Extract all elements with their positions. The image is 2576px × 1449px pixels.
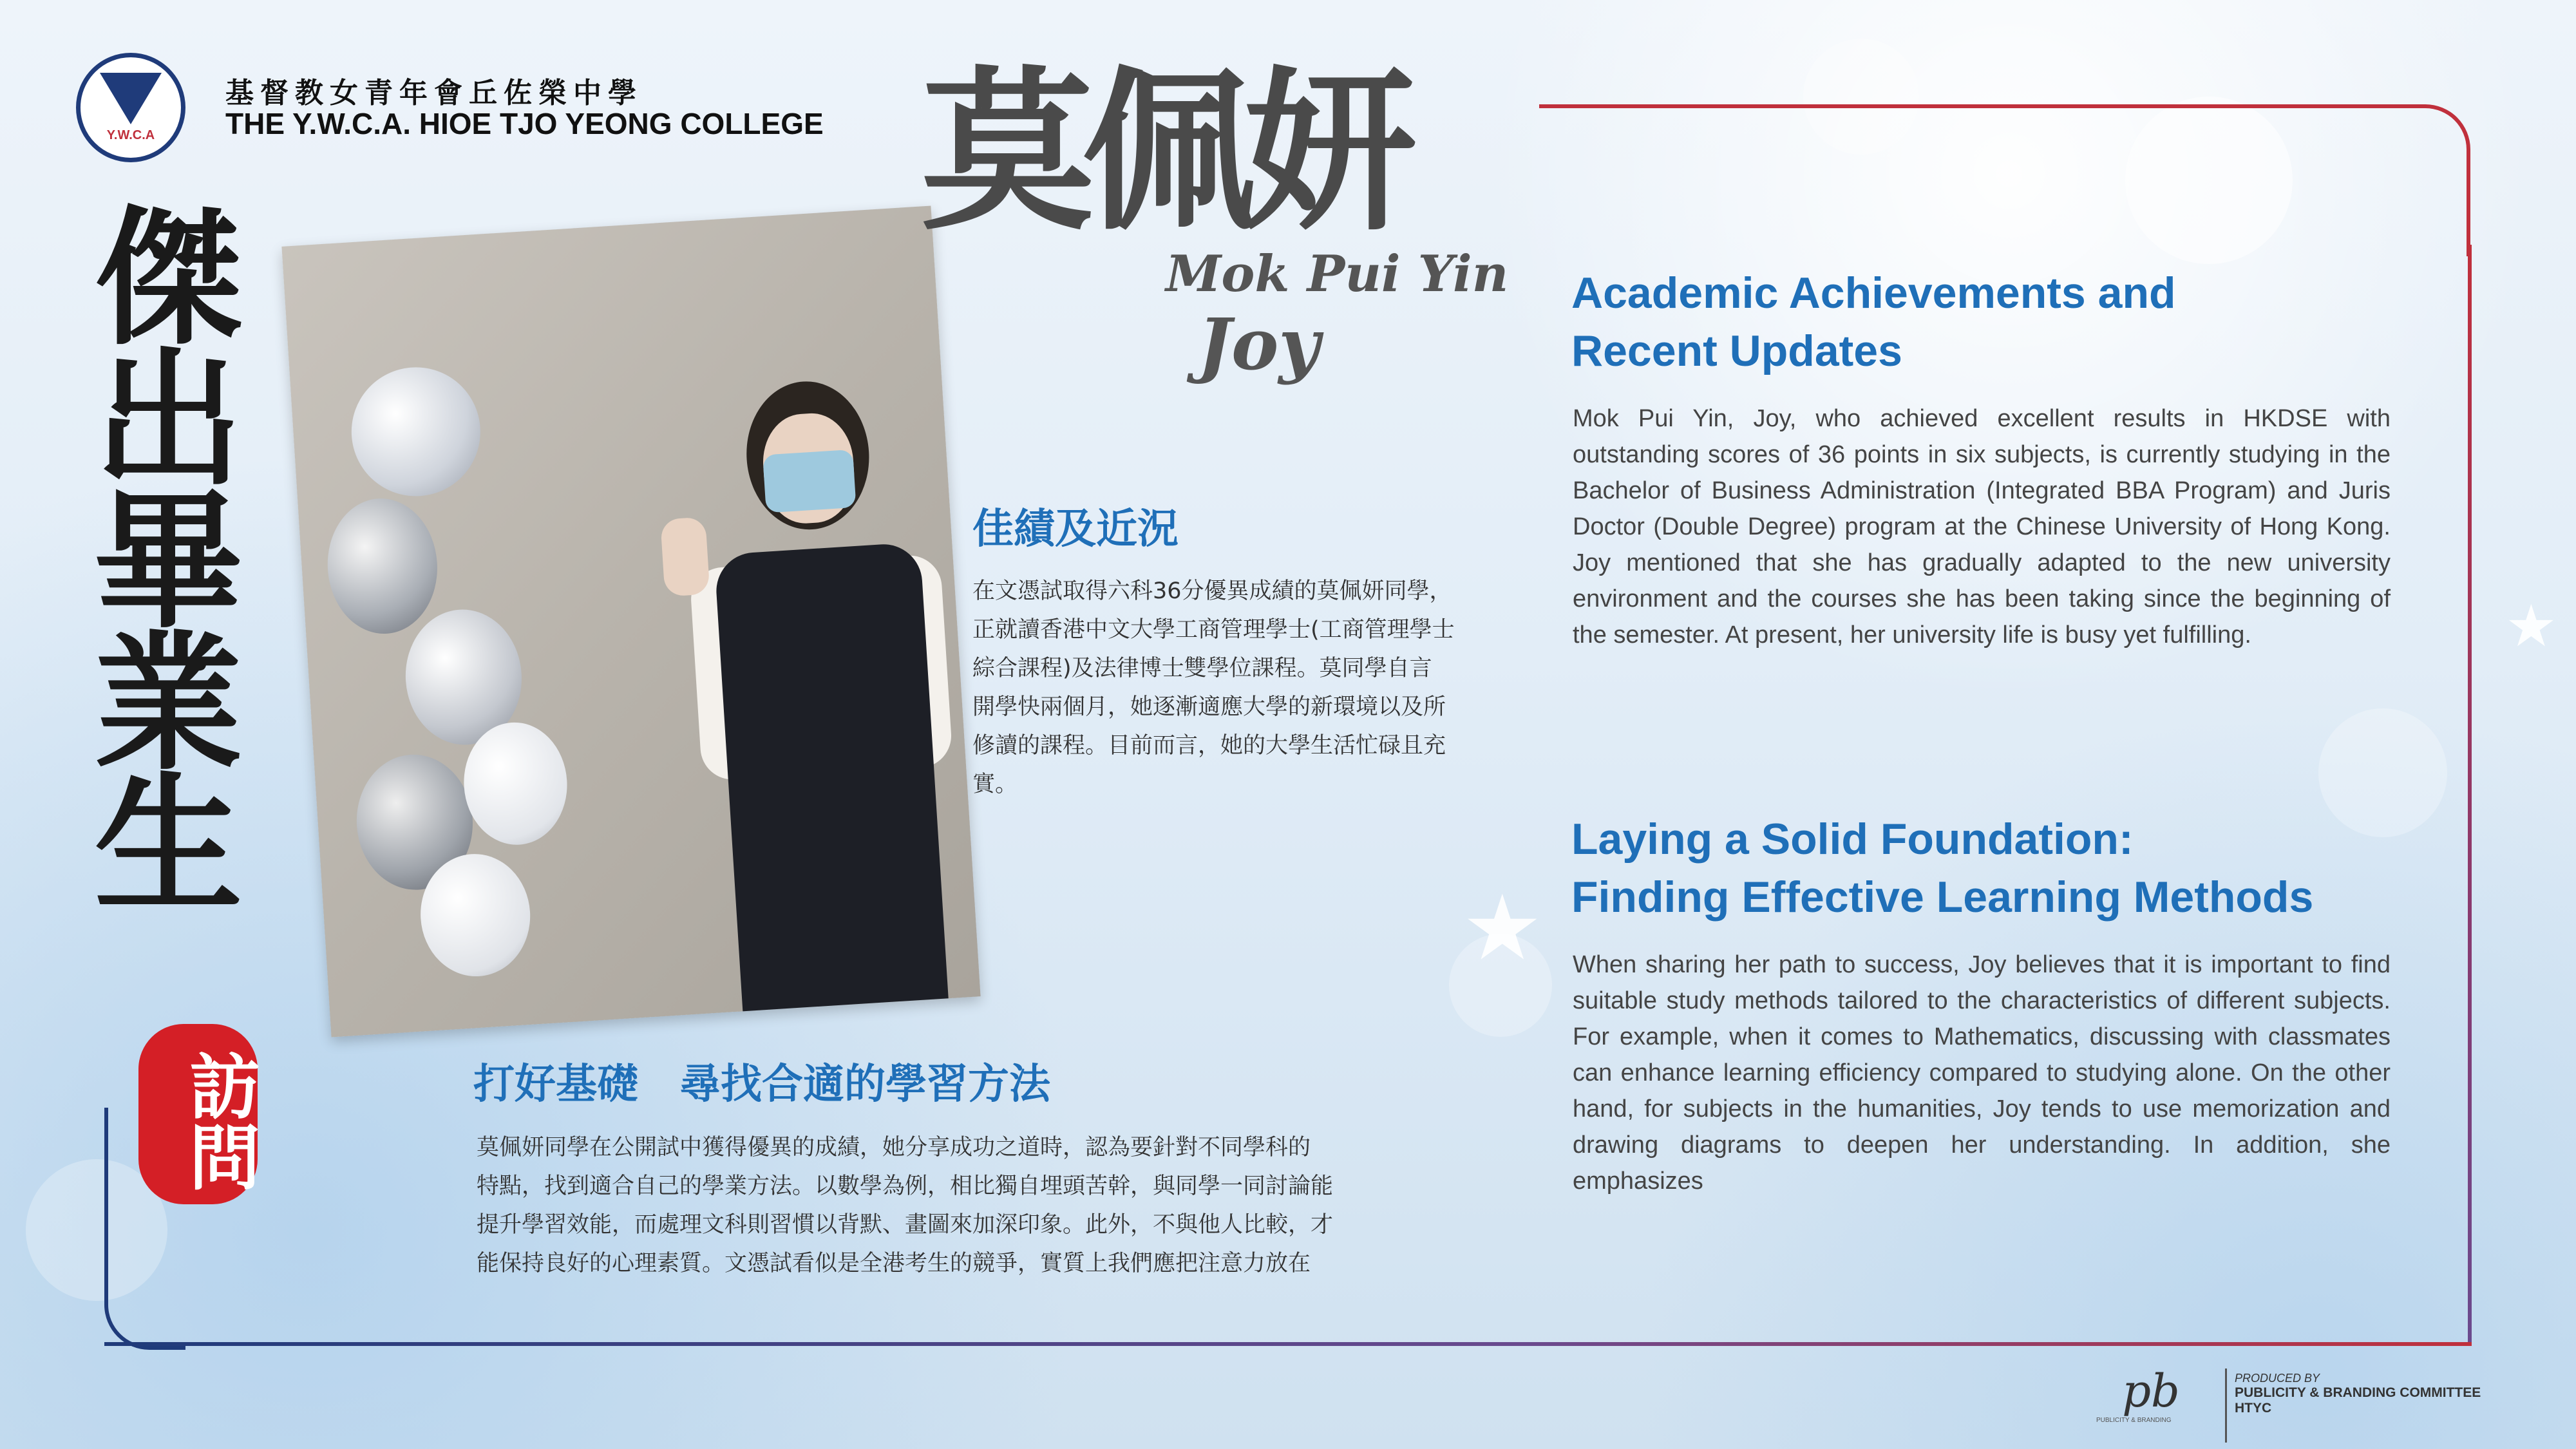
student-name-en: Mok Pui Yin xyxy=(1166,245,1509,303)
logo-text: Y.W.C.A xyxy=(106,128,155,142)
pb-logo-sub: PUBLICITY & BRANDING xyxy=(2096,1417,2172,1424)
text-line: 修讀的課程。目前而言，她的大學生活忙碌且充實。 xyxy=(972,733,1446,797)
pb-logo: pb xyxy=(2122,1365,2180,1417)
school-logo xyxy=(76,53,185,162)
cn-achievements-heading: 佳績及近況 xyxy=(972,506,1179,553)
heading-line: Recent Updates xyxy=(1571,327,1902,375)
student-nickname: Joy xyxy=(1198,303,1320,386)
cn-achievements-body xyxy=(972,572,1488,804)
heading-line: Academic Achievements and xyxy=(1571,269,2176,317)
student-name-cn: 莫佩妍 xyxy=(921,49,1404,254)
text-line: 莫佩妍同學在公開試中獲得優異的成績，她分享成功之道時，認為要針對不同學科的 xyxy=(477,1135,1311,1160)
footer-divider xyxy=(2225,1368,2227,1443)
student-photo xyxy=(281,206,980,1037)
star-icon: ★ xyxy=(1462,876,1543,981)
en-foundation-heading xyxy=(1571,810,2409,926)
triangle-icon xyxy=(100,73,162,124)
cn-foundation-heading: 打好基礎 尋找合適的學習方法 xyxy=(473,1061,1050,1108)
person-dress xyxy=(714,542,949,1025)
school-name-cn: 基督教女青年會丘佐榮中學 xyxy=(225,77,643,109)
footer-credits xyxy=(2235,1372,2481,1416)
heading-line: Laying a Solid Foundation: xyxy=(1571,815,2134,864)
committee-name: PUBLICITY & BRANDING COMMITTEE xyxy=(2235,1385,2481,1400)
frame-right-line xyxy=(2468,245,2472,1346)
balloon xyxy=(348,363,484,500)
person-hand xyxy=(660,516,710,596)
text-line: 綜合課程)及法律博士雙學位課程。莫同學自言 xyxy=(972,656,1432,681)
text-line: 特點，找到適合自己的學業方法。以數學為例，相比獨自埋頭苦幹，與同學一同討論能 xyxy=(477,1173,1334,1199)
text-line: 在文憑試取得六科36分優異成績的莫佩妍同學， xyxy=(972,578,1452,604)
interview-stamp: 訪問 xyxy=(138,1024,258,1204)
cn-foundation-body xyxy=(477,1128,1404,1283)
school-name-en: THE Y.W.C.A. HIOE TJO YEONG COLLEGE xyxy=(225,107,824,140)
org-name: HTYC xyxy=(2235,1401,2272,1416)
text-line: 正就讀香港中文大學工商管理學士(工商管理學士 xyxy=(972,617,1455,643)
text-line: 開學快兩個月，她逐漸適應大學的新環境以及所 xyxy=(972,694,1446,720)
frame-top-line xyxy=(1539,104,2470,256)
en-achievements-heading xyxy=(1571,264,2409,380)
feature-title: 傑出畢業生 xyxy=(69,200,243,908)
en-foundation-body: When sharing her path to success, Joy believes that it is important to find suitable study methods tailored to the characteristics of different subjects. For example, when it comes to Mathematics, discussing with classmates can enhance learning efficiency compared to studying alone. On the other hand, for subjects in the humanities, Joy tends to use memorization and drawing diagrams to deepen her understanding. In addition, she emphasizes xyxy=(1573,951,2391,1195)
star-icon: ★ xyxy=(2505,592,2557,660)
produced-by: PRODUCED BY xyxy=(2235,1372,2320,1385)
text-line: 提升學習效能，而處理文科則習慣以背默、畫圖來加深印象。此外，不與他人比較，才 xyxy=(477,1212,1334,1238)
en-achievements-body: Mok Pui Yin, Joy, who achieved excellent results in HKDSE with outstanding scores of 36 points in six subjects, is currently studying in the Bachelor of Business Administration (Integrated BBA Program) and Juris Doctor (Double Degree) program at the Chinese University of Hong Kong. Joy mentioned that she has gradually adapted to the new university environment and the courses she has been taking since the beginning of the semester. At present, her university life is busy yet fulfilling. xyxy=(1573,405,2391,649)
frame-bottom-line xyxy=(104,1342,2472,1346)
balloon xyxy=(323,495,441,637)
heading-line: Finding Effective Learning Methods xyxy=(1571,873,2314,922)
person-mask xyxy=(762,450,856,513)
text-line: 能保持良好的心理素質。文憑試看似是全港考生的競爭，實質上我們應把注意力放在 xyxy=(477,1251,1311,1276)
